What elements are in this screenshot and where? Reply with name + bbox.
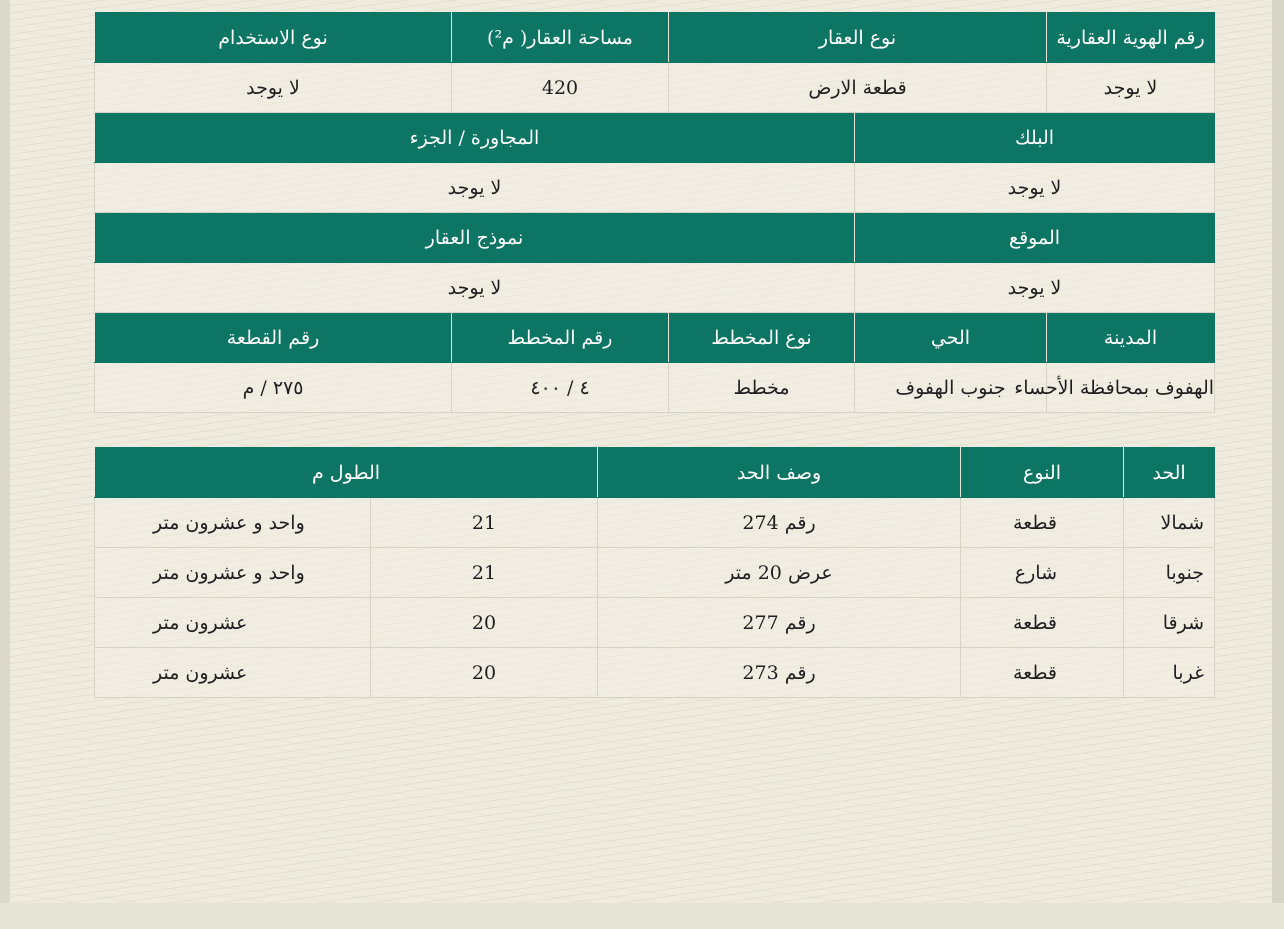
boundary-direction: جنوبا: [1124, 548, 1215, 598]
value-property-area: 420: [452, 63, 669, 113]
header-plot-number: رقم القطعة: [95, 313, 452, 363]
page-edge-bottom: [0, 903, 1284, 929]
boundary-length-words: عشرون متر: [95, 598, 371, 648]
boundary-length-words: واحد و عشرون متر: [95, 498, 371, 548]
boundary-length: 20: [371, 598, 598, 648]
header-description: وصف الحد: [598, 448, 961, 498]
value-location: لا يوجد: [855, 263, 1215, 313]
value-neighborhood-part: لا يوجد: [95, 163, 855, 213]
header-district: الحي: [855, 313, 1047, 363]
page-edge-left: [0, 0, 10, 929]
header-plan-type: نوع المخطط: [669, 313, 855, 363]
value-property-model: لا يوجد: [95, 263, 855, 313]
boundary-type: قطعة: [961, 498, 1124, 548]
boundary-direction: غربا: [1124, 648, 1215, 698]
header-location: الموقع: [855, 213, 1215, 263]
table-row: [95, 498, 1215, 548]
header-length: الطول م: [95, 448, 598, 498]
table-row: [95, 448, 1215, 498]
boundary-length-words: عشرون متر: [95, 648, 371, 698]
boundary-direction: شمالا: [1124, 498, 1215, 548]
boundaries-table: [94, 447, 1215, 698]
boundary-length: 21: [371, 548, 598, 598]
page-edge-right: [1272, 0, 1284, 929]
boundary-description: رقم 274: [598, 498, 961, 548]
table-row: [95, 163, 1215, 213]
table-row: [95, 263, 1215, 313]
property-details-table: [94, 12, 1215, 413]
boundary-type: قطعة: [961, 598, 1124, 648]
table-row: [95, 648, 1215, 698]
table-row: [95, 313, 1215, 363]
header-usage-type: نوع الاستخدام: [95, 13, 452, 63]
boundary-type: شارع: [961, 548, 1124, 598]
boundary-length: 21: [371, 498, 598, 548]
value-property-id: لا يوجد: [1047, 63, 1215, 113]
value-plan-type: مخطط: [669, 363, 855, 413]
header-neighborhood-part: المجاورة / الجزء: [95, 113, 855, 163]
header-city: المدينة: [1047, 313, 1215, 363]
header-property-type: نوع العقار: [669, 13, 1047, 63]
table-row: [95, 113, 1215, 163]
value-district: جنوب الهفوف: [855, 363, 1047, 413]
table-row: [95, 63, 1215, 113]
header-boundary: الحد: [1124, 448, 1215, 498]
value-city: الهفوف بمحافظة الأحساء: [1047, 363, 1215, 413]
boundary-length-words: واحد و عشرون متر: [95, 548, 371, 598]
value-usage-type: لا يوجد: [95, 63, 452, 113]
header-block: البلك: [855, 113, 1215, 163]
table-row: [95, 213, 1215, 263]
boundary-type: قطعة: [961, 648, 1124, 698]
table-row: [95, 548, 1215, 598]
header-type: النوع: [961, 448, 1124, 498]
value-plot-number: ٢٧٥ / م: [95, 363, 452, 413]
value-block: لا يوجد: [855, 163, 1215, 213]
boundary-description: عرض 20 متر: [598, 548, 961, 598]
header-property-area: مساحة العقار( م²): [452, 13, 669, 63]
table-row: [95, 363, 1215, 413]
value-property-type: قطعة الارض: [669, 63, 1047, 113]
boundary-description: رقم 277: [598, 598, 961, 648]
value-plan-number: ٤ / ٤٠٠: [452, 363, 669, 413]
header-plan-number: رقم المخطط: [452, 313, 669, 363]
header-property-id: رقم الهوية العقارية: [1047, 13, 1215, 63]
boundary-direction: شرقا: [1124, 598, 1215, 648]
header-property-model: نموذج العقار: [95, 213, 855, 263]
boundary-length: 20: [371, 648, 598, 698]
boundary-description: رقم 273: [598, 648, 961, 698]
table-row: [95, 13, 1215, 63]
table-row: [95, 598, 1215, 648]
